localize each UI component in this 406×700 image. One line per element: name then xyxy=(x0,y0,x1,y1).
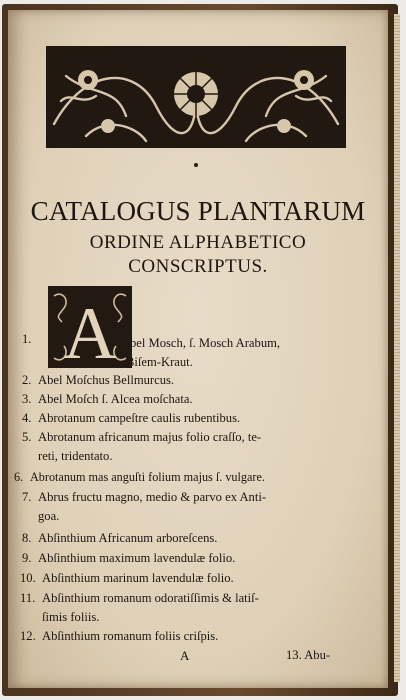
signature-mark: A xyxy=(180,648,190,663)
entry-text: Abrotanum campeſtre caulis rubentibus. xyxy=(38,411,241,425)
entry-3 xyxy=(22,390,193,408)
entry-text: Abrus fructu magno, medio & parvo ex Anti- xyxy=(38,490,267,504)
entry-number: 4. xyxy=(22,411,32,425)
entry-text: Abſinthium romanum odoratiſſimis & latiſ- xyxy=(42,591,259,605)
entry-1-line-2: Biſem-Kraut. xyxy=(126,355,193,369)
entry-text: Abrotanum africanum majus folio craſſo, te- xyxy=(38,430,262,444)
entry-11 xyxy=(20,589,259,607)
entry-text: Abrotanum mas anguſti folium majus ſ. vulgare. xyxy=(30,470,265,484)
entry-1-line-1: bel Mosch, ſ. Mosch Arabum, xyxy=(130,336,281,350)
ornamental-headpiece xyxy=(46,46,346,148)
entry-number: 12. xyxy=(20,629,36,643)
entry-11-line-2: ſimis foliis. xyxy=(42,610,100,624)
book-page xyxy=(8,10,388,688)
entry-number: 2. xyxy=(22,373,32,387)
entry-number: 6. xyxy=(14,470,24,484)
entry-number: 1. xyxy=(22,332,32,346)
catchword: 13. Abu- xyxy=(286,648,331,662)
entry-1 xyxy=(22,330,38,348)
entry-text: Abſinthium marinum lavendulæ folio. xyxy=(42,571,234,585)
entry-9 xyxy=(22,549,235,567)
entry-number: 10. xyxy=(20,571,36,585)
initial-glyph: A xyxy=(63,293,117,368)
entry-number: 3. xyxy=(22,392,32,406)
entry-6 xyxy=(14,468,265,486)
entry-text: Abel Moſchus Bellmurcus. xyxy=(38,373,175,387)
entry-7-line-2: goa. xyxy=(38,509,60,523)
catalogue-title: CATALOGUS PLANTARUM xyxy=(30,196,366,226)
ornament-dot xyxy=(194,163,198,167)
entry-number: 5. xyxy=(22,430,32,444)
entry-8 xyxy=(22,529,217,547)
entry-5 xyxy=(22,428,261,446)
entry-10 xyxy=(20,569,234,587)
catalogue-subtitle-line-1: ORDINE ALPHABETICO xyxy=(89,232,307,253)
entry-12 xyxy=(20,627,218,645)
entry-2 xyxy=(22,371,174,389)
entry-number: 7. xyxy=(22,490,32,504)
catalogue-subtitle-line-2: CONSCRIPTUS. xyxy=(128,256,268,277)
entry-5-line-2: reti, tridentato. xyxy=(38,449,113,463)
entry-number: 8. xyxy=(22,531,32,545)
entry-4 xyxy=(22,409,240,427)
entry-text: Abſinthium maximum lavendulæ folio. xyxy=(38,551,236,565)
entry-text: Abſinthium Africanum arboreſcens. xyxy=(38,531,218,545)
entry-text: Abſinthium romanum foliis criſpis. xyxy=(42,629,219,643)
entry-number: 11. xyxy=(20,591,36,605)
entry-number: 9. xyxy=(22,551,32,565)
entry-text: Abel Moſch ſ. Alcea moſchata. xyxy=(38,392,193,406)
entry-7 xyxy=(22,488,266,506)
decorated-initial-letter xyxy=(48,286,132,368)
page-edges xyxy=(394,14,400,682)
